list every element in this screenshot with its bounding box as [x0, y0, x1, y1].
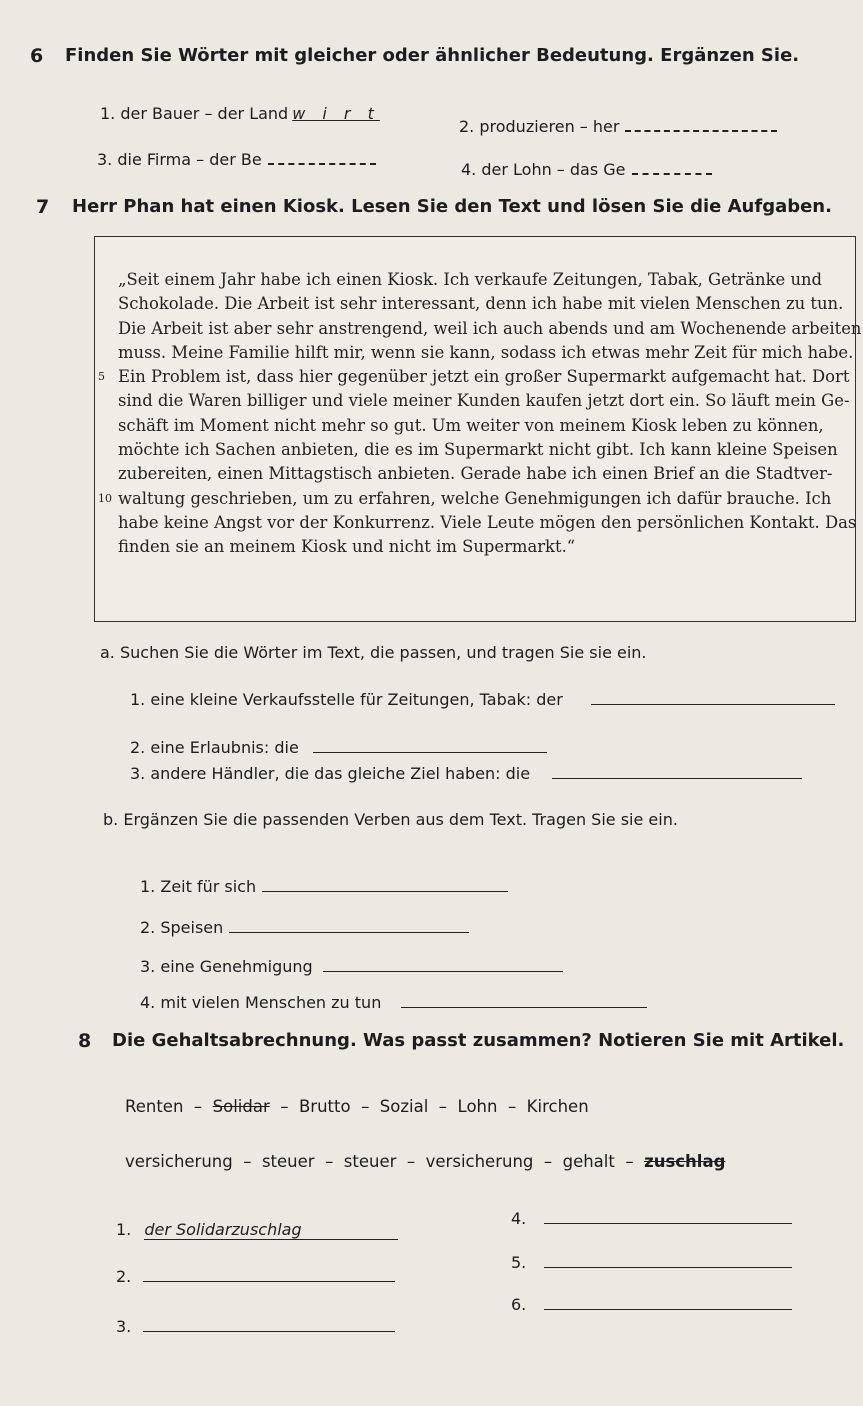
task-a-item-2-blank[interactable] [313, 734, 547, 753]
ex6-item-2-blank[interactable] [625, 114, 777, 132]
task-a-item-3-blank[interactable] [552, 760, 802, 779]
exercise-8-number: 8 [78, 1030, 92, 1052]
word-parts-line-2 [125, 1152, 725, 1171]
task-a-instruction: a. Suchen Sie die Wörter im Text, die passen, und tragen Sie sie ein. [100, 643, 647, 662]
ex8-answer-2-label: 2. [116, 1267, 132, 1286]
ex8-answer-1-field[interactable] [144, 1220, 398, 1240]
word-part-crossed-solidar: Solidar [212, 1097, 270, 1116]
exercise-6-number: 6 [30, 45, 44, 67]
task-a-item-3 [130, 760, 802, 783]
ex6-item-3 [97, 147, 376, 169]
task-b-item-1 [140, 873, 508, 896]
task-a-item-2 [130, 734, 547, 757]
task-a-item-1-label: 1. eine kleine Verkaufsstelle für Zeitungen, Tabak: der [130, 690, 563, 709]
ex6-item-4-label: 4. der Lohn – das Ge [461, 160, 626, 179]
text-line: muss. Meine Familie hilft mir, wenn sie kann, sodass ich etwas mehr Zeit für mich habe. [118, 342, 854, 362]
ex8-answer-3-field[interactable] [143, 1313, 395, 1332]
ex8-answer-5-label: 5. [511, 1253, 527, 1272]
word-parts-line-1 [125, 1097, 589, 1116]
ex8-answer-1-label: 1. [116, 1220, 132, 1239]
ex6-item-1-label: 1. der Bauer – der Land [100, 104, 289, 123]
word-parts-text: Renten – [125, 1097, 213, 1116]
ex8-answer-6-label: 6. [511, 1295, 527, 1314]
line-number-5: 5 [98, 370, 105, 384]
text-line: schäft im Moment nicht mehr so gut. Um weiter von meinem Kiosk leben zu können, [118, 415, 824, 435]
ex6-item-4-blank[interactable] [632, 157, 712, 175]
ex6-item-3-blank[interactable] [268, 147, 376, 165]
ex8-answer-6 [511, 1291, 792, 1314]
task-a-item-3-label: 3. andere Händler, die das gleiche Ziel haben: die [130, 764, 531, 783]
ex6-item-2 [459, 114, 777, 136]
text-line: waltung geschrieben, um zu erfahren, welche Genehmigungen ich dafür brauche. Ich [118, 488, 832, 508]
exercise-8-instruction: Die Gehaltsabrechnung. Was passt zusammen? Notieren Sie mit Artikel. [112, 1030, 845, 1051]
task-b-item-3-blank[interactable] [323, 953, 563, 972]
task-a-item-1-blank[interactable] [591, 686, 835, 705]
task-b-item-1-label: 1. Zeit für sich [140, 877, 257, 896]
exercise-7-number: 7 [36, 196, 50, 218]
text-line: Ein Problem ist, dass hier gegenüber jetzt ein großer Supermarkt aufgemacht hat. Dort [118, 367, 850, 387]
reading-text [98, 268, 862, 560]
task-b-item-4 [140, 989, 647, 1012]
exercise-6-instruction: Finden Sie Wörter mit gleicher oder ähnlicher Bedeutung. Ergänzen Sie. [65, 45, 800, 66]
line-number-10: 10 [98, 491, 112, 505]
text-line: Die Arbeit ist aber sehr anstrengend, weil ich auch abends und am Wochenende arbeiten [118, 318, 862, 338]
text-line: zubereiten, einen Mittagstisch anbieten. Gerade habe ich einen Brief an die Stadtver- [118, 464, 833, 484]
task-b-instruction: b. Ergänzen Sie die passenden Verben aus dem Text. Tragen Sie sie ein. [103, 810, 678, 829]
word-part-crossed-zuschlag: zuschlag [644, 1152, 726, 1171]
ex6-item-4 [461, 157, 712, 179]
task-b-item-3 [140, 953, 563, 976]
task-b-item-4-blank[interactable] [401, 989, 647, 1008]
text-line: sind die Waren billiger und viele meiner Kunden kaufen jetzt dort ein. So läuft mein Ge- [118, 391, 850, 411]
ex6-item-2-label: 2. produzieren – her [459, 117, 620, 136]
task-b-item-4-label: 4. mit vielen Menschen zu tun [140, 993, 382, 1012]
ex8-answer-5-field[interactable] [544, 1249, 792, 1268]
ex8-answer-2-field[interactable] [143, 1263, 395, 1282]
text-line: habe keine Angst vor der Konkurrenz. Viele Leute mögen den persönlichen Kontakt. Das [118, 512, 857, 532]
task-a-item-2-label: 2. eine Erlaubnis: die [130, 738, 299, 757]
ex8-answer-6-field[interactable] [544, 1291, 792, 1310]
exercise-7-instruction: Herr Phan hat einen Kiosk. Lesen Sie den Text und lösen Sie die Aufgaben. [72, 196, 832, 217]
ex8-answer-1-value: der Solidarzuschlag [144, 1220, 302, 1239]
text-line: Schokolade. Die Arbeit ist sehr interessant, denn ich habe mit vielen Menschen zu tun. [118, 294, 844, 314]
task-a-item-1 [130, 686, 835, 709]
word-parts-text: versicherung – steuer – steuer – versicherung – gehalt – [125, 1152, 645, 1171]
ex8-answer-4-field[interactable] [544, 1205, 792, 1224]
task-b-item-2 [140, 914, 469, 937]
ex6-item-3-label: 3. die Firma – der Be [97, 150, 262, 169]
ex8-answer-1 [116, 1220, 398, 1240]
task-b-item-1-blank[interactable] [262, 873, 508, 892]
ex8-answer-3-label: 3. [116, 1317, 132, 1336]
text-line: möchte ich Sachen anbieten, die es im Supermarkt nicht gibt. Ich kann kleine Speisen [118, 440, 838, 460]
text-line: „Seit einem Jahr habe ich einen Kiosk. Ich verkaufe Zeitungen, Tabak, Getränke und [118, 270, 823, 289]
ex8-answer-2 [116, 1263, 395, 1286]
ex8-answer-4 [511, 1205, 792, 1228]
word-parts-text: – Brutto – Sozial – Lohn – Kirchen [269, 1097, 589, 1116]
task-b-item-2-label: 2. Speisen [140, 918, 224, 937]
ex8-answer-4-label: 4. [511, 1209, 527, 1228]
text-line: finden sie an meinem Kiosk und nicht im Supermarkt.“ [118, 537, 576, 557]
task-b-item-3-label: 3. eine Genehmigung [140, 957, 313, 976]
ex8-answer-5 [511, 1249, 792, 1272]
ex6-item-1-answer[interactable]: w i r t [292, 104, 380, 123]
ex6-item-1 [100, 104, 380, 123]
ex8-answer-3 [116, 1313, 395, 1336]
task-b-item-2-blank[interactable] [229, 914, 469, 933]
